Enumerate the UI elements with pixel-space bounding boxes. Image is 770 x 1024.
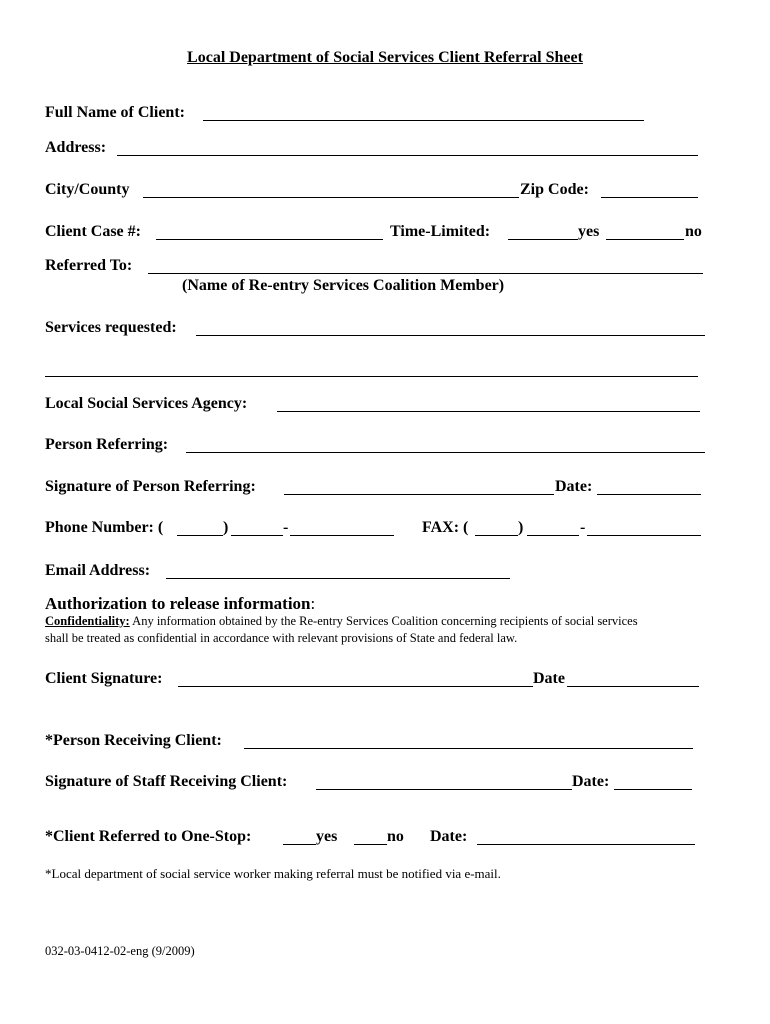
- phone-line-field[interactable]: [290, 535, 394, 536]
- staff-signature-date-label: Date:: [572, 773, 610, 790]
- person-referring-label: Person Referring:: [45, 436, 169, 453]
- confidentiality-line-2: shall be treated as confidential in accordance with relevant provisions of State and federal law.: [45, 631, 518, 645]
- email-address-field[interactable]: [166, 578, 510, 579]
- fax-label: FAX: (: [422, 519, 469, 536]
- full-name-field[interactable]: [203, 120, 644, 121]
- staff-signature-field[interactable]: [316, 789, 572, 790]
- phone-area-code-field[interactable]: [177, 535, 223, 536]
- signature-referring-date-field[interactable]: [597, 494, 701, 495]
- signature-referring-field[interactable]: [284, 494, 554, 495]
- local-agency-label: Local Social Services Agency:: [45, 395, 248, 412]
- person-receiving-label: *Person Receiving Client:: [45, 732, 222, 749]
- signature-referring-date-label: Date:: [555, 478, 593, 495]
- person-receiving-field[interactable]: [244, 748, 693, 749]
- phone-number-label: Phone Number: (: [45, 519, 164, 536]
- client-signature-date-label: Date: [533, 670, 565, 687]
- fax-prefix-field[interactable]: [527, 535, 579, 536]
- person-referring-field[interactable]: [186, 452, 705, 453]
- client-case-label: Client Case #:: [45, 223, 141, 240]
- zip-code-field[interactable]: [601, 197, 698, 198]
- time-limited-yes-label: yes: [578, 223, 600, 240]
- local-agency-field[interactable]: [277, 411, 700, 412]
- client-signature-field[interactable]: [178, 686, 533, 687]
- fax-area-code-field[interactable]: [475, 535, 518, 536]
- one-stop-date-field[interactable]: [477, 844, 695, 845]
- authorization-heading: Authorization to release information:: [45, 594, 316, 613]
- signature-referring-label: Signature of Person Referring:: [45, 478, 256, 495]
- referred-to-sublabel: (Name of Re-entry Services Coalition Member): [182, 277, 505, 294]
- services-requested-field-2[interactable]: [45, 376, 698, 377]
- referred-to-field[interactable]: [148, 273, 703, 274]
- client-signature-date-field[interactable]: [567, 686, 699, 687]
- address-label: Address:: [45, 139, 107, 156]
- phone-dash: -: [283, 519, 289, 536]
- one-stop-label: *Client Referred to One-Stop:: [45, 828, 252, 845]
- one-stop-no-label: no: [387, 828, 404, 845]
- confidentiality-line-1: Confidentiality: Any information obtained by the Re-entry Services Coalition concerning recipients of social services: [45, 614, 638, 628]
- email-address-label: Email Address:: [45, 562, 151, 579]
- footnote: *Local department of social service worker making referral must be notified via e-mail.: [45, 866, 501, 881]
- time-limited-yes-field[interactable]: [508, 239, 578, 240]
- services-requested-label: Services requested:: [45, 319, 177, 336]
- fax-line-field[interactable]: [587, 535, 701, 536]
- one-stop-yes-field[interactable]: [283, 844, 316, 845]
- phone-paren-close: ): [223, 519, 229, 536]
- one-stop-no-field[interactable]: [354, 844, 387, 845]
- referred-to-label: Referred To:: [45, 257, 133, 274]
- city-county-label: City/County: [45, 181, 130, 198]
- form-code: 032-03-0412-02-eng (9/2009): [45, 944, 195, 958]
- client-case-field[interactable]: [156, 239, 383, 240]
- client-signature-label: Client Signature:: [45, 670, 163, 687]
- city-county-field[interactable]: [143, 197, 519, 198]
- form-title: Local Department of Social Services Client Referral Sheet: [187, 49, 583, 66]
- one-stop-yes-label: yes: [316, 828, 338, 845]
- time-limited-label: Time-Limited:: [390, 223, 491, 240]
- confidentiality-label: Confidentiality:: [45, 614, 130, 628]
- services-requested-field[interactable]: [196, 335, 705, 336]
- time-limited-no-field[interactable]: [606, 239, 684, 240]
- full-name-label: Full Name of Client:: [45, 104, 185, 121]
- staff-signature-label: Signature of Staff Receiving Client:: [45, 773, 288, 790]
- fax-paren-close: ): [518, 519, 524, 536]
- address-field[interactable]: [117, 155, 698, 156]
- time-limited-no-label: no: [685, 223, 702, 240]
- zip-code-label: Zip Code:: [520, 181, 589, 198]
- fax-dash: -: [580, 519, 586, 536]
- one-stop-date-label: Date:: [430, 828, 468, 845]
- staff-signature-date-field[interactable]: [614, 789, 692, 790]
- phone-prefix-field[interactable]: [231, 535, 283, 536]
